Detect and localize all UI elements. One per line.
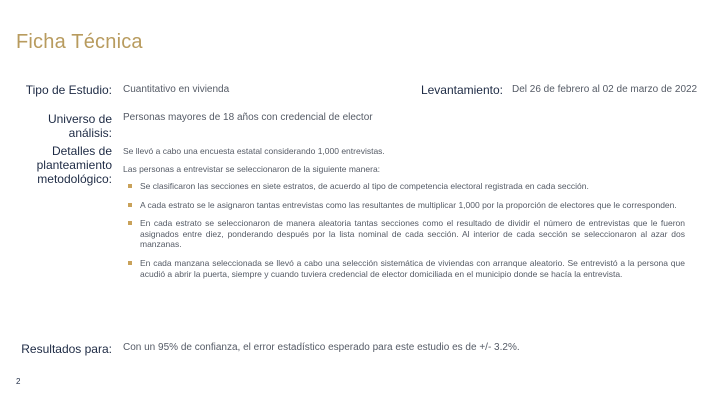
universo-label: Universo de análisis: xyxy=(47,112,112,140)
list-item-text: En cada manzana seleccionada se llevó a cabo una selección sistemática de viviendas con arranque aleatorio. Se entrevistó a la persona que acudió a abrir la puerta, siempre y cuando tuviera credencial de elector domiciliada en el municipio donde se hacía la entrevista. xyxy=(140,257,685,279)
list-item xyxy=(123,181,685,192)
square-bullet-icon xyxy=(128,184,132,188)
detalles-label-line-1: Detalles de xyxy=(51,144,112,158)
levantamiento-label: Levantamiento: xyxy=(420,83,503,97)
detalles-intro-1: Se llevó a cabo una encuesta estatal considerando 1,000 entrevistas. xyxy=(123,146,385,156)
square-bullet-icon xyxy=(128,203,132,207)
universo-value: Personas mayores de 18 años con credencial de elector xyxy=(123,112,373,123)
square-bullet-icon xyxy=(128,261,132,265)
detalles-label xyxy=(12,144,112,186)
list-item-text: En cada estrato se seleccionaron de manera aleatoria tantas secciones como el resultado de dividir el número de entrevistas que le fueron asignados entre diez, ponderando después por la lista nominal de cada sección. Al interior de cada sección se seleccionaron al azar dos manzanas. xyxy=(140,218,685,250)
list-item-text: A cada estrato se le asignaron tantas entrevistas como las resultantes de multiplicar 1,000 por la proporción de electores que le corresponden. xyxy=(140,199,677,210)
page-number: 2 xyxy=(16,377,21,386)
square-bullet-icon xyxy=(128,221,132,225)
metodologia-list xyxy=(123,181,685,287)
resultados-value: Con un 95% de confianza, el error estadístico esperado para este estudio es de +/- 3.2%. xyxy=(123,342,520,353)
list-item xyxy=(123,258,685,279)
list-item xyxy=(123,218,685,250)
detalles-intro-2: Las personas a entrevistar se seleccionaron de la siguiente manera: xyxy=(123,164,381,174)
resultados-label: Resultados para: xyxy=(21,342,112,356)
list-item-text: Se clasificaron las secciones en siete estratos, de acuerdo al tipo de competencia electoral registrada en cada sección. xyxy=(140,181,589,191)
tipo-estudio-value: Cuantitativo en vivienda xyxy=(123,84,230,95)
levantamiento-value: Del 26 de febrero al 02 de marzo de 2022 xyxy=(512,84,698,95)
detalles-label-line-3: metodológico: xyxy=(37,172,112,186)
list-item xyxy=(123,200,685,211)
tipo-estudio-label: Tipo de Estudio: xyxy=(25,83,112,97)
detalles-label-line-2: planteamiento xyxy=(36,158,112,172)
page-title: Ficha Técnica xyxy=(16,31,143,53)
